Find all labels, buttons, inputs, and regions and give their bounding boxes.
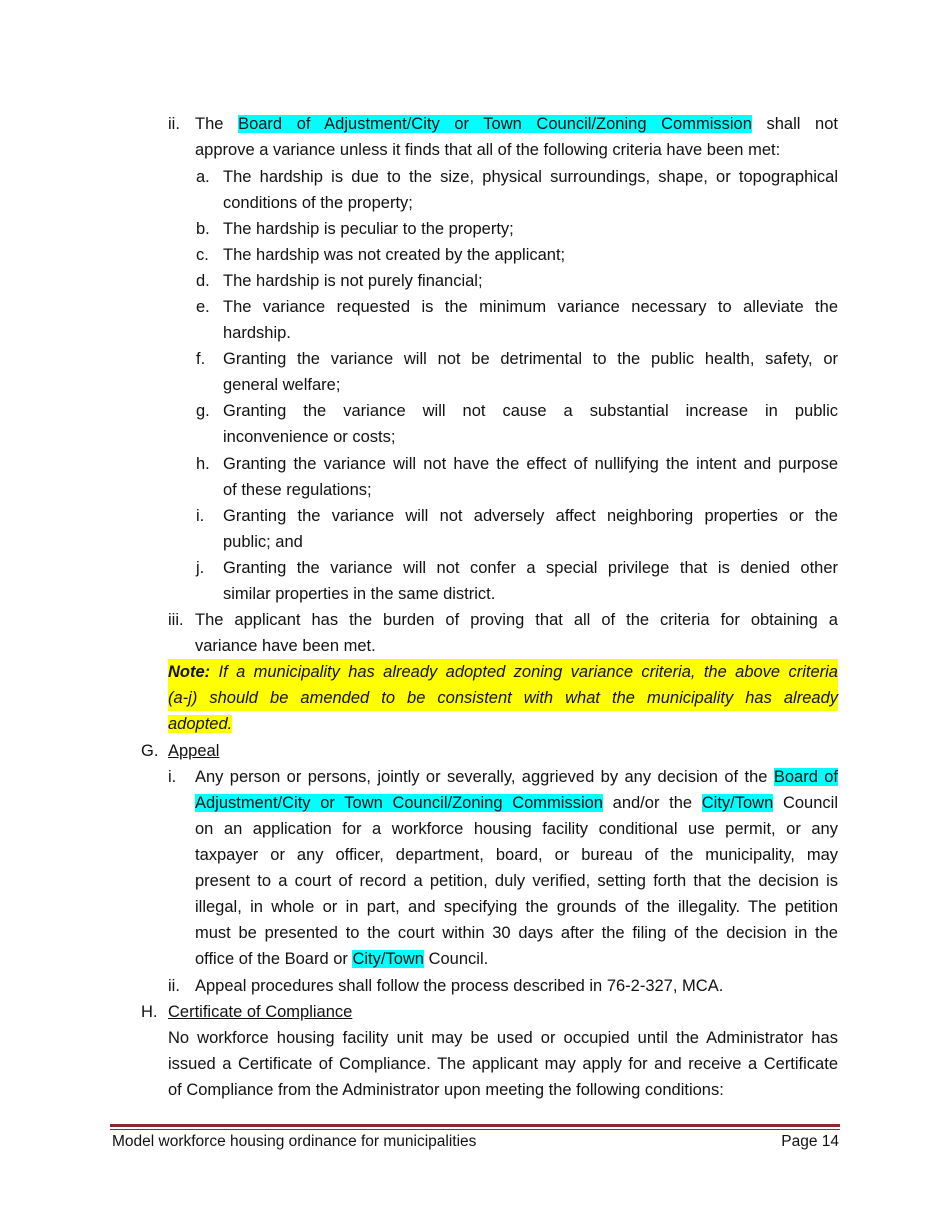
criterion-j: Granting the variance will not confer a special privilege that is denied other [223, 559, 838, 577]
appeal-line7: must be presented to the court within 30 days after the filing of the decision in the [195, 924, 838, 942]
note-line3: adopted. [168, 715, 233, 733]
list-marker: ii. [168, 977, 180, 995]
list-marker: e. [196, 298, 210, 316]
criteria-intro-line1: The Board of Adjustment/City or Town Council/Zoning Commission shall not [195, 115, 838, 133]
criterion-g-cont: inconvenience or costs; [223, 428, 396, 446]
criterion-e-cont: hardship. [223, 324, 291, 342]
list-marker: b. [196, 220, 210, 238]
note-line1: Note: If a municipality has already adopted zoning variance criteria, the above criteria [168, 659, 838, 685]
appeal-line4: taxpayer or any officer, department, board, or bureau of the municipality, may [195, 846, 838, 864]
criterion-c: The hardship was not created by the applicant; [223, 246, 566, 264]
list-marker: h. [196, 455, 210, 473]
appeal-line8: office of the Board or City/Town Council. [195, 950, 489, 968]
section-marker: H. [141, 1003, 158, 1021]
criterion-h-cont: of these regulations; [223, 481, 372, 499]
appeal-procedures: Appeal procedures shall follow the process described in 76-2-327, MCA. [195, 977, 724, 995]
footer-divider [110, 1124, 840, 1127]
criteria-intro-line2: approve a variance unless it finds that all of the following criteria have been met: [195, 141, 781, 159]
criterion-b: The hardship is peculiar to the property; [223, 220, 514, 238]
list-marker: i. [196, 507, 205, 525]
section-heading-appeal: Appeal [168, 742, 220, 760]
certificate-line1: No workforce housing facility unit may be used or occupied until the Administrator has [168, 1029, 838, 1047]
criterion-f: Granting the variance will not be detrimental to the public health, safety, or [223, 350, 838, 368]
list-marker: i. [168, 768, 177, 786]
placeholder-highlight: Board of [773, 768, 839, 786]
appeal-line3: on an application for a workforce housing facility conditional use permit, or any [195, 820, 838, 838]
burden-of-proof-cont: variance have been met. [195, 637, 376, 655]
list-marker: f. [196, 350, 206, 368]
burden-of-proof: The applicant has the burden of proving that all of the criteria for obtaining a [195, 611, 838, 629]
placeholder-highlight: Board of Adjustment/City or Town Council/Zoning Commission [238, 115, 752, 133]
note-label: Note: [168, 663, 211, 681]
page-number: Page 14 [781, 1133, 839, 1150]
list-marker: ii. [168, 115, 180, 133]
criterion-d: The hardship is not purely financial; [223, 272, 483, 290]
list-marker: iii. [168, 611, 184, 629]
criterion-h: Granting the variance will not have the effect of nullifying the intent and purpose [223, 455, 838, 473]
criterion-a-cont: conditions of the property; [223, 194, 413, 212]
certificate-line2: issued a Certificate of Compliance. The applicant may apply for and receive a Certificate [168, 1055, 838, 1073]
appeal-line6: illegal, in whole or in part, and specifying the grounds of the illegality. The petition [195, 898, 838, 916]
appeal-line2: Adjustment/City or Town Council/Zoning Commission and/or the City/Town Council [195, 794, 838, 812]
list-marker: a. [196, 168, 210, 186]
list-marker: d. [196, 272, 210, 290]
footer-divider-thin [110, 1129, 840, 1130]
criterion-e: The variance requested is the minimum variance necessary to alleviate the [223, 298, 838, 316]
criterion-i-cont: public; and [223, 533, 303, 551]
footer-title: Model workforce housing ordinance for municipalities [112, 1133, 477, 1150]
section-marker: G. [141, 742, 159, 760]
section-heading-certificate: Certificate of Compliance [168, 1003, 353, 1021]
criterion-g: Granting the variance will not cause a substantial increase in public [223, 402, 838, 420]
list-marker: g. [196, 402, 210, 420]
criterion-i: Granting the variance will not adversely affect neighboring properties or the [223, 507, 838, 525]
certificate-line3: of Compliance from the Administrator upon meeting the following conditions: [168, 1081, 724, 1099]
note-line2: (a-j) should be amended to be consistent with what the municipality has already [168, 685, 838, 711]
list-marker: c. [196, 246, 209, 264]
appeal-line1: Any person or persons, jointly or severally, aggrieved by any decision of the Board of [195, 768, 839, 786]
placeholder-highlight: City/Town [701, 794, 774, 812]
criterion-f-cont: general welfare; [223, 376, 341, 394]
placeholder-highlight: Adjustment/City or Town Council/Zoning Commission [195, 794, 603, 812]
criterion-a: The hardship is due to the size, physical surroundings, shape, or topographical [223, 168, 838, 186]
placeholder-highlight: City/Town [352, 950, 424, 968]
criterion-j-cont: similar properties in the same district. [223, 585, 496, 603]
appeal-line5: present to a court of record a petition, duly verified, setting forth that the decision is [195, 872, 838, 890]
list-marker: j. [196, 559, 205, 577]
